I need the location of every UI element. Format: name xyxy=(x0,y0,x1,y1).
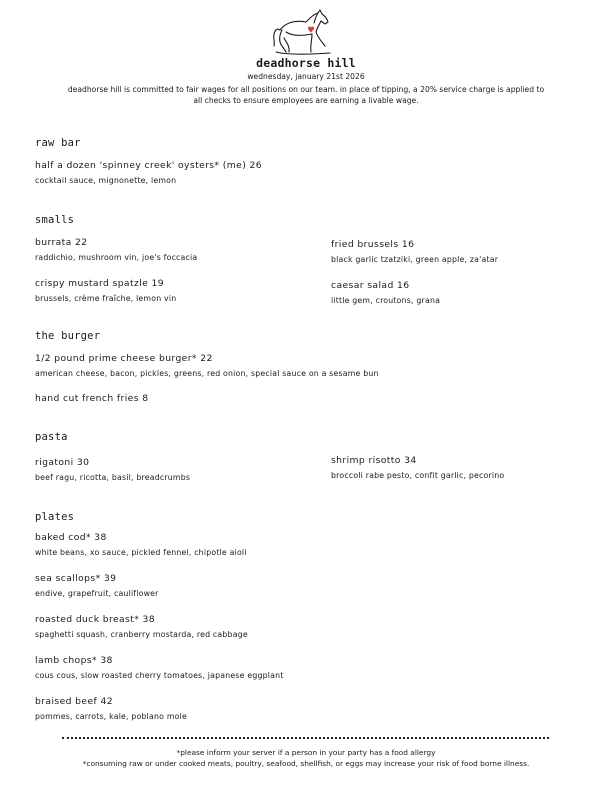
menu-item-braised-beef xyxy=(35,696,455,721)
item-description: little gem, croutons, grana xyxy=(331,296,441,305)
section-title-plates: plates xyxy=(35,511,75,523)
item-name: half a dozen 'spinney creek' oysters* (me) 26 xyxy=(35,160,262,171)
menu-item-shrimp-risotto xyxy=(331,455,581,480)
raw-food-warning: *consuming raw or under cooked meats, poultry, seafood, shellfish, or eggs may increase your risk of food borne illness. xyxy=(82,759,530,768)
item-description: black garlic tzatziki, green apple, za'atar xyxy=(331,255,499,264)
menu-item-cheese-burger xyxy=(35,353,575,378)
dotted-divider xyxy=(62,737,549,739)
item-name: 1/2 pound prime cheese burger* 22 xyxy=(35,353,213,364)
section-title-pasta: pasta xyxy=(35,431,68,443)
menu-item-burrata xyxy=(35,237,305,262)
service-charge-notice xyxy=(34,84,578,106)
item-name: burrata 22 xyxy=(35,237,88,248)
item-name: roasted duck breast* 38 xyxy=(35,614,156,625)
section-title-smalls: smalls xyxy=(35,214,75,226)
item-description: broccoli rabe pesto, confit garlic, pecorino xyxy=(331,471,505,480)
menu-item-duck-breast xyxy=(35,614,455,639)
menu-item-rigatoni xyxy=(35,457,305,482)
menu-item-baked-cod xyxy=(35,532,455,557)
item-name: hand cut french fries 8 xyxy=(35,393,149,404)
item-name: crispy mustard spatzle 19 xyxy=(35,278,165,289)
item-description: pommes, carrots, kale, poblano mole xyxy=(35,712,187,721)
menu-item-fried-brussels xyxy=(331,239,581,264)
item-name: baked cod* 38 xyxy=(35,532,107,543)
menu-item-lamb-chops xyxy=(35,655,455,680)
item-name: shrimp risotto 34 xyxy=(331,455,417,466)
notice-line: all checks to ensure employees are earning a livable wage. xyxy=(193,96,419,105)
item-description: brussels, crème fraîche, lemon vin xyxy=(35,294,177,303)
section-title-raw-bar: raw bar xyxy=(35,137,81,149)
restaurant-name: deadhorse hill xyxy=(256,56,356,70)
horse-icon xyxy=(272,8,334,58)
item-name: fried brussels 16 xyxy=(331,239,415,250)
item-description: cocktail sauce, mignonette, lemon xyxy=(35,176,177,185)
notice-line: deadhorse hill is committed to fair wages for all positions on our team. in place of tipping, a 20% service charge is applied to xyxy=(67,85,545,94)
item-description: raddichio, mushroom vin, joe's foccacia xyxy=(35,253,198,262)
item-description: endive, grapefruit, cauliflower xyxy=(35,589,159,598)
menu-item-spatzle xyxy=(35,278,305,303)
menu-item-french-fries xyxy=(35,393,455,404)
item-description: white beans, xo sauce, pickled fennel, chipotle aioli xyxy=(35,548,247,557)
item-name: lamb chops* 38 xyxy=(35,655,113,666)
item-description: american cheese, bacon, pickles, greens, red onion, special sauce on a sesame bun xyxy=(35,369,379,378)
allergy-notice: *please inform your server if a person in your party has a food allergy xyxy=(176,748,436,757)
item-description: beef ragu, ricotta, basil, breadcrumbs xyxy=(35,473,191,482)
item-name: braised beef 42 xyxy=(35,696,113,707)
menu-item-caesar-salad xyxy=(331,280,581,305)
menu-item-oysters xyxy=(35,160,455,185)
item-description: cous cous, slow roasted cherry tomatoes, japanese eggplant xyxy=(35,671,284,680)
item-description: spaghetti squash, cranberry mostarda, red cabbage xyxy=(35,630,248,639)
menu-item-sea-scallops xyxy=(35,573,455,598)
section-title-burger: the burger xyxy=(35,330,101,342)
item-name: caesar salad 16 xyxy=(331,280,410,291)
item-name: rigatoni 30 xyxy=(35,457,90,468)
item-name: sea scallops* 39 xyxy=(35,573,117,584)
menu-date: wednesday, january 21st 2026 xyxy=(247,72,365,81)
